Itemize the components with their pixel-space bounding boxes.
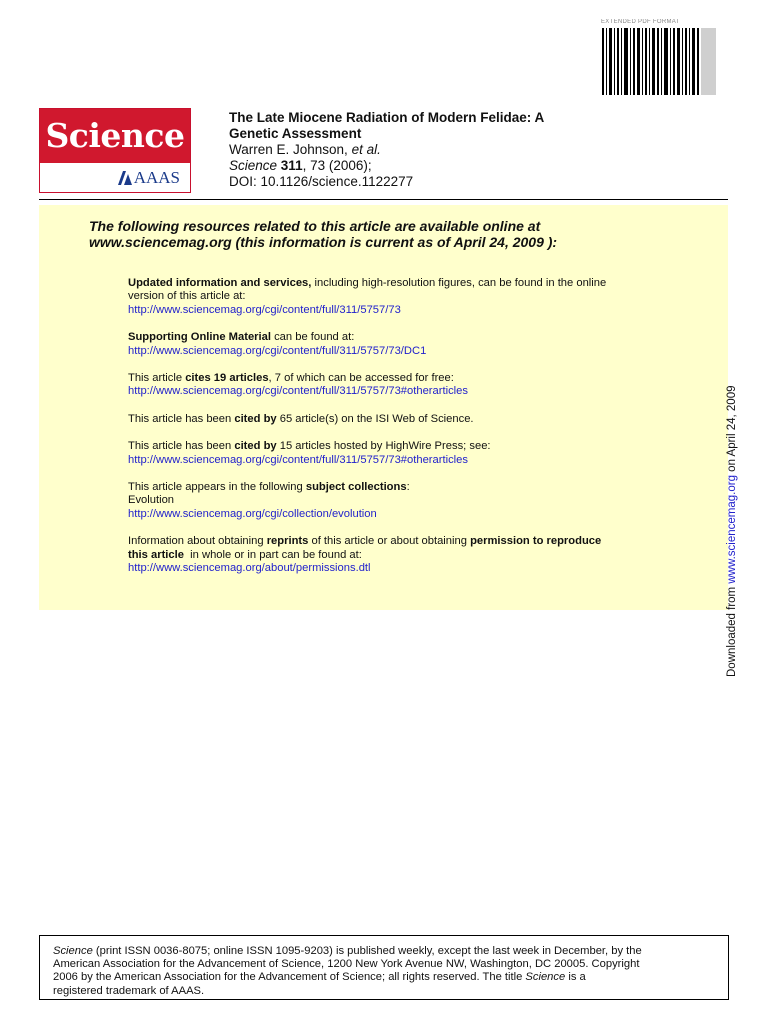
permissions-bold3: this article xyxy=(128,548,184,561)
subject-pre: This article appears in the following xyxy=(128,481,306,494)
updated-info-item xyxy=(128,277,688,317)
cited-isi-pre: This article has been xyxy=(128,412,235,425)
permissions-link[interactable]: http://www.sciencemag.org/about/permissions.dtl xyxy=(128,562,371,575)
science-logo xyxy=(39,108,191,193)
updated-bold: Updated information and services, xyxy=(128,277,312,289)
permissions-bold2: permission to reproduce xyxy=(470,535,602,548)
cited-hw-bold: cited by xyxy=(234,440,277,453)
aaas-text: AAAS xyxy=(133,168,180,187)
footer-text4: is a xyxy=(565,971,586,984)
updated-text2: version of this article at: xyxy=(128,290,246,303)
permissions-bold1: reprints xyxy=(266,535,309,548)
download-post: on April 24, 2009 xyxy=(726,385,738,476)
author-suffix: et al. xyxy=(351,142,381,157)
subject-link[interactable]: http://www.sciencemag.org/cgi/collection/evolution xyxy=(128,507,377,520)
science-logo-wordmark: Science xyxy=(40,109,190,163)
footer-text3: 2006 by the American Association for the Advancement of Science; all rights reserved. The title xyxy=(53,971,526,984)
aaas-mark-icon xyxy=(118,171,132,185)
barcode-caption: EXTENDED PDF FORMAT xyxy=(601,19,680,25)
article-title-line2: Genetic Assessment xyxy=(229,126,362,141)
cited-hw-link[interactable]: http://www.sciencemag.org/cgi/content/full/311/5757/73#otherarticles xyxy=(128,453,468,466)
cited-hw-item xyxy=(128,440,688,467)
supporting-link[interactable]: http://www.sciencemag.org/cgi/content/full/311/5757/73/DC1 xyxy=(128,344,427,357)
header-divider xyxy=(39,199,728,200)
volume: 311 xyxy=(280,158,303,173)
permissions-item xyxy=(128,535,688,575)
footer-journal: Science xyxy=(53,945,93,957)
barcode xyxy=(601,28,716,95)
download-site-link[interactable]: www.sciencemag.org xyxy=(726,475,738,584)
permissions-pre: Information about obtaining xyxy=(128,535,267,548)
subject-item xyxy=(128,481,688,521)
subject-text: : xyxy=(406,481,410,494)
pages-year: , 73 (2006); xyxy=(302,158,372,173)
subject-bold: subject collections xyxy=(305,481,407,494)
resources-list xyxy=(128,277,688,590)
journal-name: Science xyxy=(229,158,278,173)
permissions-mid: of this article or about obtaining xyxy=(308,535,471,548)
resources-intro xyxy=(89,218,689,250)
footer-text2: American Association for the Advancement of Science, 1200 New York Avenue NW, Washington, DC 20005. Copyright xyxy=(53,958,640,971)
cited-isi-text: 65 article(s) on the ISI Web of Science. xyxy=(276,412,474,425)
subject-collection: Evolution xyxy=(128,494,175,507)
updated-text: including high-resolution figures, can be found in the online xyxy=(311,277,607,289)
supporting-text: can be found at: xyxy=(270,331,355,344)
footer-text1: (print ISSN 0036-8075; online ISSN 1095-9203) is published weekly, except the last week in December, by the xyxy=(92,945,642,957)
author-name: Warren E. Johnson, xyxy=(229,142,348,157)
intro-line1: The following resources related to this article are available online at xyxy=(89,218,541,234)
updated-link[interactable]: http://www.sciencemag.org/cgi/content/full/311/5757/73 xyxy=(128,303,401,316)
cites-text: , 7 of which can be accessed for free: xyxy=(268,372,454,385)
cites-item xyxy=(128,372,688,399)
article-author xyxy=(229,142,544,158)
article-header xyxy=(229,110,544,190)
download-pre: Downloaded from xyxy=(726,583,738,677)
article-citation xyxy=(229,158,544,174)
article-doi: DOI: 10.1126/science.1122277 xyxy=(229,174,414,189)
footer-notice xyxy=(39,935,729,1000)
cited-isi-bold: cited by xyxy=(234,412,277,425)
supporting-item xyxy=(128,331,688,358)
article-title-line1: The Late Miocene Radiation of Modern Felidae: A xyxy=(229,110,545,125)
cited-hw-pre: This article has been xyxy=(128,440,235,453)
cited-hw-text: 15 articles hosted by HighWire Press; see: xyxy=(276,440,491,453)
cites-bold: cites 19 articles xyxy=(185,372,269,385)
cited-isi-item xyxy=(128,413,688,426)
cites-pre: This article xyxy=(128,372,186,385)
footer-journal2: Science xyxy=(525,971,566,984)
footer-text5: registered trademark of AAAS. xyxy=(53,984,205,997)
cites-link[interactable]: http://www.sciencemag.org/cgi/content/full/311/5757/73#otherarticles xyxy=(128,385,468,398)
download-note xyxy=(726,347,738,677)
aaas-logo xyxy=(118,168,180,188)
supporting-bold: Supporting Online Material xyxy=(128,331,271,344)
intro-line2: www.sciencemag.org (this information is current as of April 24, 2009 ): xyxy=(89,234,558,250)
permissions-text: in whole or in part can be found at: xyxy=(183,548,362,561)
